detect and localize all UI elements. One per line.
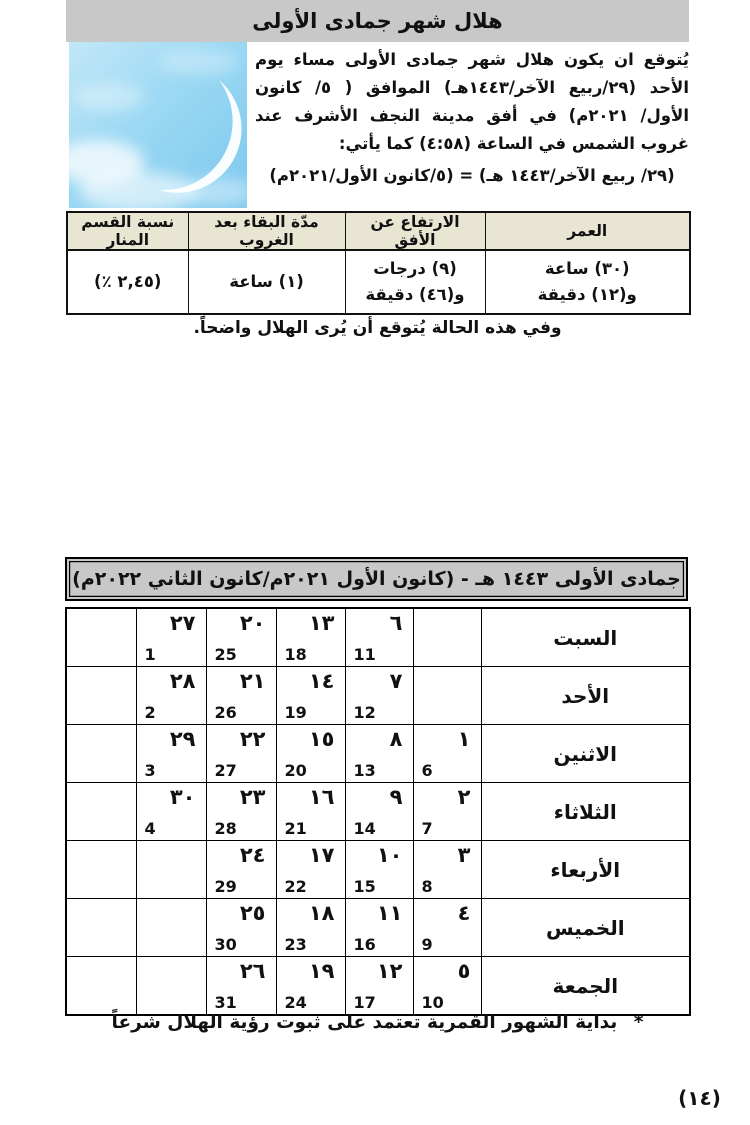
date-cell — [276, 841, 345, 899]
day-name-cell: الأربعاء — [481, 841, 690, 899]
calendar-title-bar — [65, 557, 688, 601]
info-table-header-row — [67, 212, 690, 250]
date-cell — [206, 783, 276, 841]
age-value-cell — [485, 250, 690, 314]
hijri-date: ٥ — [457, 959, 471, 983]
date-cell — [345, 783, 413, 841]
calendar-row — [66, 899, 690, 957]
col-header-illuminated-fraction: نسبة القسم المنار — [67, 212, 188, 250]
gregorian-date: 22 — [284, 877, 307, 896]
hijri-date: ٦ — [389, 611, 403, 635]
gregorian-date: 21 — [284, 819, 307, 838]
gregorian-date: 3 — [144, 761, 156, 780]
hijri-date: ١٧ — [308, 843, 335, 867]
date-cell — [66, 957, 136, 1016]
hijri-date: ٨ — [389, 727, 403, 751]
date-cell — [206, 725, 276, 783]
value-line: (١) ساعة — [229, 272, 304, 291]
gregorian-date: 18 — [284, 645, 307, 664]
calendar-row — [66, 667, 690, 725]
hilal-info-table — [66, 211, 691, 315]
hijri-date: ١٦ — [308, 785, 335, 809]
date-cell — [136, 957, 206, 1016]
hijri-date: ١٠ — [376, 843, 403, 867]
date-cell — [345, 841, 413, 899]
gregorian-date: 4 — [144, 819, 156, 838]
hijri-date: ٢٦ — [239, 959, 266, 983]
hijri-date: ٢٣ — [239, 785, 266, 809]
gregorian-date: 13 — [353, 761, 376, 780]
gregorian-date: 16 — [353, 935, 376, 954]
col-header-duration-after-sunset: مدّة البقاء بعد الغروب — [188, 212, 345, 250]
date-cell — [413, 899, 481, 957]
date-cell — [276, 608, 345, 667]
hijri-date: ١٢ — [376, 959, 403, 983]
hijri-date: ٧ — [389, 669, 403, 693]
intro-paragraph: يُتوقع ان يكون هلال شهر جمادى الأولى مساء يوم الأحد (٢٩/ربيع الآخر/١٤٤٣هـ) الموافق ( ٥/ كانون الأول/ ٢٠٢١م) في أفق مدينة النجف الأشرف عند غروب الشمس في الساعة (٤:٥٨) كما يأتي: — [255, 50, 689, 153]
gregorian-date: 11 — [353, 645, 376, 664]
date-cell — [345, 957, 413, 1016]
date-cell — [413, 608, 481, 667]
date-cell — [345, 608, 413, 667]
crescent-moon-sky-graphic — [69, 42, 247, 208]
gregorian-date: 29 — [214, 877, 237, 896]
hijri-date: ٢١ — [239, 669, 266, 693]
value-line: (٢,٤٥ ٪) — [94, 272, 162, 291]
date-cell — [206, 841, 276, 899]
date-cell — [413, 957, 481, 1016]
gregorian-date: 9 — [421, 935, 433, 954]
value-line: و(١٢) دقيقة — [537, 285, 637, 304]
calendar-footnote — [66, 1012, 689, 1033]
date-cell — [413, 725, 481, 783]
date-cell — [66, 667, 136, 725]
gregorian-date: 28 — [214, 819, 237, 838]
calendar-row — [66, 957, 690, 1016]
date-cell — [413, 841, 481, 899]
date-cell — [136, 608, 206, 667]
gregorian-date: 26 — [214, 703, 237, 722]
col-header-age: العمر — [485, 212, 690, 250]
gregorian-date: 6 — [421, 761, 433, 780]
date-cell — [66, 841, 136, 899]
gregorian-date: 25 — [214, 645, 237, 664]
hijri-date: ١٩ — [308, 959, 335, 983]
crescent-moon-image — [69, 42, 247, 208]
gregorian-date: 10 — [421, 993, 444, 1012]
hijri-date: ٢٥ — [239, 901, 266, 925]
hijri-date: ٤ — [457, 901, 471, 925]
gregorian-date: 1 — [144, 645, 156, 664]
calendar-row — [66, 608, 690, 667]
calendar-body — [66, 608, 690, 1015]
date-cell — [206, 608, 276, 667]
date-cell — [66, 899, 136, 957]
date-cell — [276, 783, 345, 841]
date-cell — [136, 899, 206, 957]
value-line: و(٤٦) دقيقة — [365, 285, 465, 304]
altitude-value-cell — [345, 250, 485, 314]
gregorian-date: 15 — [353, 877, 376, 896]
hijri-date: ٢٢ — [239, 727, 266, 751]
hijri-date: ١٨ — [308, 901, 335, 925]
date-cell — [345, 899, 413, 957]
date-cell — [276, 725, 345, 783]
illumination-value-cell — [67, 250, 188, 314]
day-name-cell: السبت — [481, 608, 690, 667]
day-name-cell: الاثنين — [481, 725, 690, 783]
gregorian-date: 14 — [353, 819, 376, 838]
gregorian-date: 12 — [353, 703, 376, 722]
calendar-row — [66, 783, 690, 841]
gregorian-date: 23 — [284, 935, 307, 954]
hijri-date: ١٤ — [308, 669, 335, 693]
date-cell — [136, 841, 206, 899]
date-cell — [66, 608, 136, 667]
value-line: (٩) درجات — [373, 259, 457, 278]
calendar-row — [66, 725, 690, 783]
hijri-date: ٢٨ — [169, 669, 196, 693]
day-name-cell: الجمعة — [481, 957, 690, 1016]
date-cell — [136, 725, 206, 783]
calendar-table — [65, 607, 691, 1016]
gregorian-date: 19 — [284, 703, 307, 722]
date-cell — [276, 957, 345, 1016]
page-header-bar — [66, 0, 689, 42]
duration-value-cell — [188, 250, 345, 314]
hijri-date: ٣ — [457, 843, 471, 867]
date-cell — [413, 667, 481, 725]
date-cell — [136, 667, 206, 725]
gregorian-date: 17 — [353, 993, 376, 1012]
gregorian-date: 2 — [144, 703, 156, 722]
hijri-date: ٩ — [389, 785, 403, 809]
date-cell — [206, 899, 276, 957]
date-cell — [413, 783, 481, 841]
hijri-date: ٢٩ — [169, 727, 196, 751]
date-cell — [206, 957, 276, 1016]
gregorian-date: 31 — [214, 993, 237, 1012]
footnote-text: بداية الشهور القمرية تعتمد على ثبوت رؤية الهلال شرعاً — [111, 1012, 618, 1033]
hijri-date: ١ — [457, 727, 471, 751]
date-cell — [276, 899, 345, 957]
footnote-asterisk: * — [633, 1012, 644, 1033]
date-cell — [345, 725, 413, 783]
gregorian-date: 24 — [284, 993, 307, 1012]
date-cell — [276, 667, 345, 725]
page-number: (١٤) — [678, 1086, 721, 1110]
visibility-note: وفي هذه الحالة يُتوقع أن يُرى الهلال واضحاً. — [193, 318, 562, 338]
gregorian-date: 20 — [284, 761, 307, 780]
date-cell — [206, 667, 276, 725]
calendar-row — [66, 841, 690, 899]
gregorian-date: 8 — [421, 877, 433, 896]
hijri-date: ١١ — [376, 901, 403, 925]
day-name-cell: الخميس — [481, 899, 690, 957]
date-equivalence-line: (٢٩/ ربيع الآخر/١٤٤٣ هـ) = (٥/كانون الأول/٢٠٢١م) — [269, 166, 675, 185]
date-cell — [66, 725, 136, 783]
info-table-value-row — [67, 250, 690, 314]
col-header-altitude: الارتفاع عن الأفق — [345, 212, 485, 250]
day-name-cell: الأحد — [481, 667, 690, 725]
hijri-date: ١٣ — [308, 611, 335, 635]
hijri-date: ٢٠ — [239, 611, 266, 635]
hijri-date: ٢٤ — [239, 843, 266, 867]
hijri-date: ٣٠ — [169, 785, 196, 809]
calendar-title: جمادى الأولى ١٤٤٣ هـ - (كانون الأول ٢٠٢١م/كانون الثاني ٢٠٢٢م) — [72, 568, 681, 590]
gregorian-date: 7 — [421, 819, 433, 838]
intro-section — [255, 46, 689, 185]
hijri-date: ٢٧ — [169, 611, 196, 635]
hijri-date: ٢ — [457, 785, 471, 809]
page-title: هلال شهر جمادى الأولى — [252, 9, 503, 33]
value-line: (٣٠) ساعة — [544, 259, 630, 278]
day-name-cell: الثلاثاء — [481, 783, 690, 841]
gregorian-date: 30 — [214, 935, 237, 954]
gregorian-date: 27 — [214, 761, 237, 780]
hijri-date: ١٥ — [308, 727, 335, 751]
date-cell — [136, 783, 206, 841]
date-cell — [66, 783, 136, 841]
date-cell — [345, 667, 413, 725]
